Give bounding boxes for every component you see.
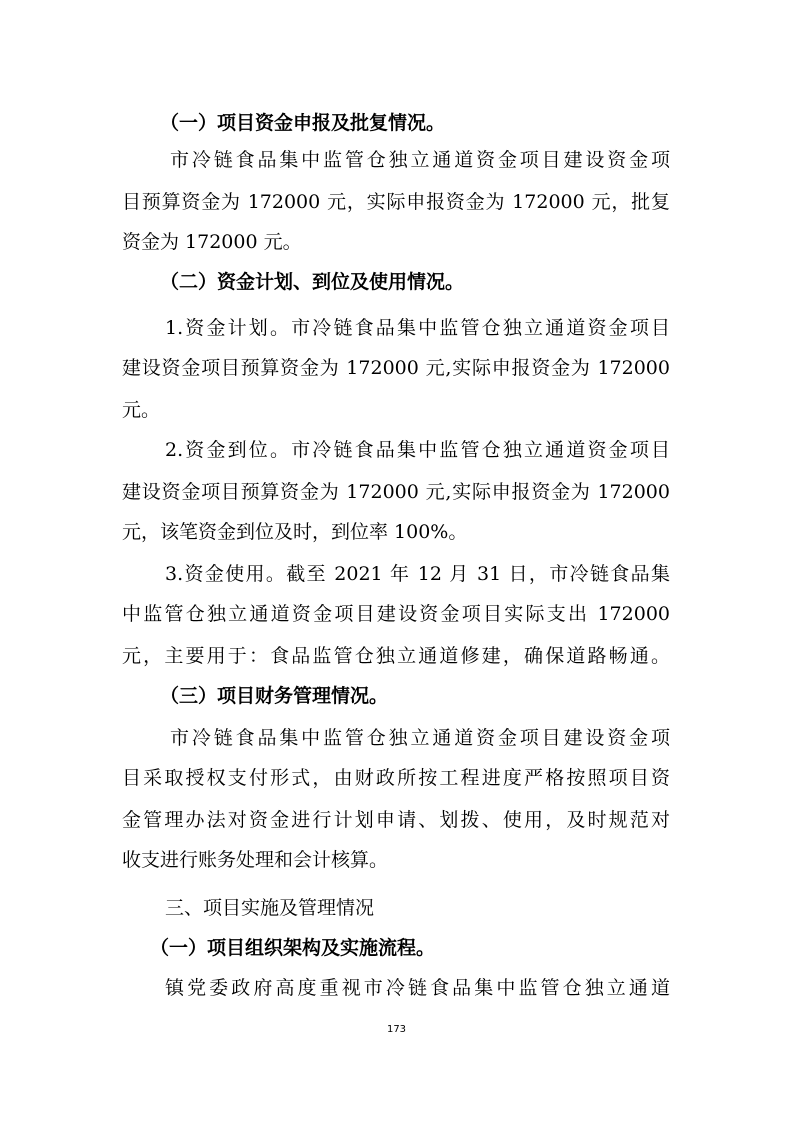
item-1-line-1: 1.资金计划。市冷链食品集中监管仓独立通道资金项目 <box>165 317 670 339</box>
section-one-line-1: 市冷链食品集中监管仓独立通道资金项目建设资金项 <box>170 149 670 171</box>
item-3-line-3: 元，主要用于：食品监管仓独立通道修建，确保道路畅通。 <box>122 645 670 667</box>
section-one-line-3: 资金为 172000 元。 <box>122 231 302 253</box>
page-number: 173 <box>386 1024 407 1035</box>
chapter-three-sub-heading: （一）项目组织架构及实施流程。 <box>150 937 436 959</box>
section-three-line-4: 收支进行账务处理和会计核算。 <box>122 849 389 871</box>
item-1-line-3: 元。 <box>122 399 161 421</box>
section-one-heading: （一）项目资金申报及批复情况。 <box>160 112 446 134</box>
item-2-line-1: 2.资金到位。市冷链食品集中监管仓独立通道资金项目 <box>165 439 670 461</box>
item-2-line-3: 元，该笔资金到位及时，到位率 100%。 <box>122 521 468 543</box>
section-three-line-2: 目采取授权支付形式，由财政所按工程进度严格按照项目资 <box>122 767 670 789</box>
section-three-heading: （三）项目财务管理情况。 <box>160 685 389 707</box>
section-two-heading: （二）资金计划、到位及使用情况。 <box>160 271 465 293</box>
chapter-three-line-1: 镇党委政府高度重视市冷链食品集中监管仓独立通道 <box>165 977 670 999</box>
item-3-line-1: 3.资金使用。截至 2021 年 12 月 31 日，市冷链食品集 <box>165 563 670 585</box>
section-three-line-1: 市冷链食品集中监管仓独立通道资金项目建设资金项 <box>170 727 670 749</box>
item-1-line-2: 建设资金项目预算资金为 172000 元,实际申报资金为 172000 <box>122 357 670 379</box>
chapter-three-title: 三、项目实施及管理情况 <box>165 897 375 919</box>
item-3-line-2: 中监管仓独立通道资金项目建设资金项目实际支出 172000 <box>122 603 670 625</box>
section-three-line-3: 金管理办法对资金进行计划申请、划拨、使用，及时规范对 <box>122 809 670 831</box>
item-2-line-2: 建设资金项目预算资金为 172000 元,实际申报资金为 172000 <box>122 481 670 503</box>
section-one-line-2: 目预算资金为 172000 元，实际申报资金为 172000 元，批复 <box>122 191 670 213</box>
